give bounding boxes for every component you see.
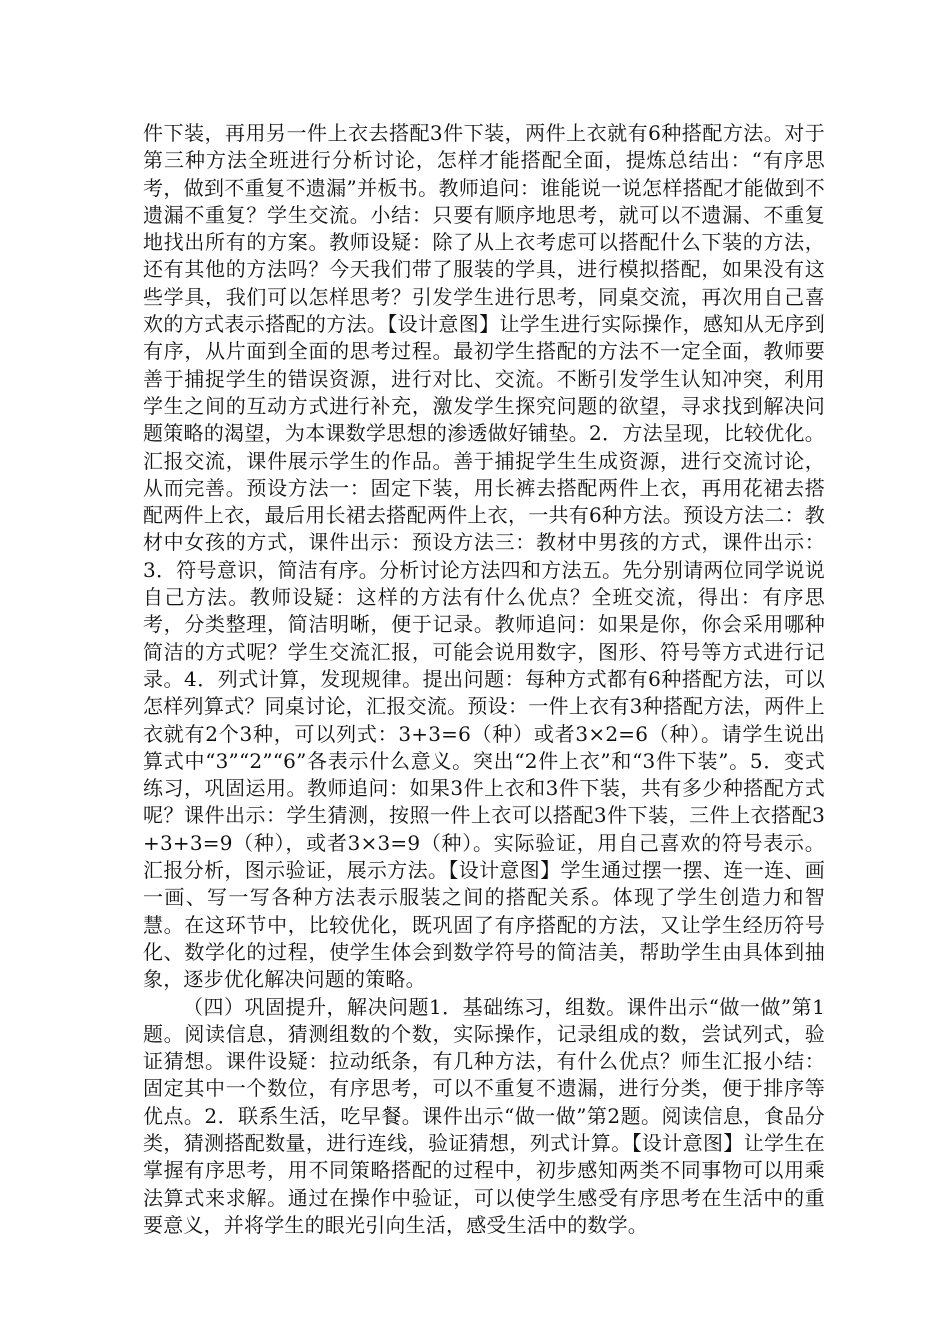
document-body <box>143 120 825 1239</box>
body-paragraph-section-four: （四）巩固提升，解决问题1．基础练习，组数。课件出示“做一做”第1题。阅读信息，猜测组数的个数，实际操作，记录组成的数，尝试列式，验证猜想。课件设疑：拉动纸条，有几种方法，有什么优点？师生汇报小结：固定其中一个数位，有序思考，可以不重复不遗漏，进行分类，便于排序等优点。2．联系生活，吃早餐。课件出示“做一做”第2题。阅读信息，食品分类，猜测搭配数量，进行连线，验证猜想，列式计算。【设计意图】让学生在掌握有序思考，用不同策略搭配的过程中，初步感知两类不同事物可以用乘法算式来求解。通过在操作中验证，可以使学生感受有序思考在生活中的重要意义，并将学生的眼光引向生活，感受生活中的数学。 <box>143 994 825 1237</box>
body-paragraph-continuation: 件下装，再用另一件上衣去搭配3件下装，两件上衣就有6种搭配方法。对于第三种方法全班进行分析讨论，怎样才能搭配全面，提炼总结出：“有序思考，做到不重复不遗漏”并板书。教师追问：谁能说一说怎样搭配才能做到不遗漏不重复？学生交流。小结：只要有顺序地思考，就可以不遗漏、不重复地找出所有的方案。教师设疑：除了从上衣考虑可以搭配什么下装的方法，还有其他的方法吗？今天我们带了服装的学具，进行模拟搭配，如果没有这些学具，我们可以怎样思考？引发学生进行思考，同桌交流，再次用自己喜欢的方式表示搭配的方法。【设计意图】让学生进行实际操作，感知从无序到有序，从片面到全面的思考过程。最初学生搭配的方法不一定全面，教师要善于捕捉学生的错误资源，进行对比、交流。不断引发学生认知冲突，利用学生之间的互动方式进行补充，激发学生探究问题的欲望，寻求找到解决问题策略的渴望，为本课数学思想的渗透做好铺垫。2．方法呈现，比较优化。汇报交流，课件展示学生的作品。善于捕捉学生生成资源，进行交流讨论，从而完善。预设方法一：固定下装，用长裤去搭配两件上衣，再用花裙去搭配两件上衣，最后用长裙去搭配两件上衣，一共有6种方法。预设方法二：教材中女孩的方式，课件出示：预设方法三：教材中男孩的方式，课件出示：3．符号意识，简洁有序。分析讨论方法四和方法五。先分别请两位同学说说自己方法。教师设疑：这样的方法有什么优点？全班交流，得出：有序思考，分类整理，简洁明晰，便于记录。教师追问：如果是你，你会采用哪种简洁的方式呢？学生交流汇报，可能会说用数字，图形、符号等方式进行记录。4．列式计算，发现规律。提出问题：每种方式都有6种搭配方法，可以怎样列算式？同桌讨论，汇报交流。预设：一件上衣有3种搭配方法，两件上衣就有2个3种，可以列式：3+3=6（种）或者3×2=6（种）。请学生说出算式中“3”“2”“6”各表示什么意义。突出“2件上衣”和“3件下装”。5．变式练习，巩固运用。教师追问：如果3件上衣和3件下装，共有多少种搭配方式呢？课件出示：学生猜测，按照一件上衣可以搭配3件下装，三件上衣搭配3+3+3=9（种），或者3×3=9（种）。实际验证，用自己喜欢的符号表示。汇报分析，图示验证，展示方法。【设计意图】学生通过摆一摆、连一连、画一画、写一写各种方法表示服装之间的搭配关系。体现了学生创造力和智慧。在这环节中，比较优化，既巩固了有序搭配的方法，又让学生经历符号化、数学化的过程，使学生体会到数学符号的简洁美，帮助学生由具体到抽象，逐步优化解决问题的策略。 <box>143 121 825 992</box>
